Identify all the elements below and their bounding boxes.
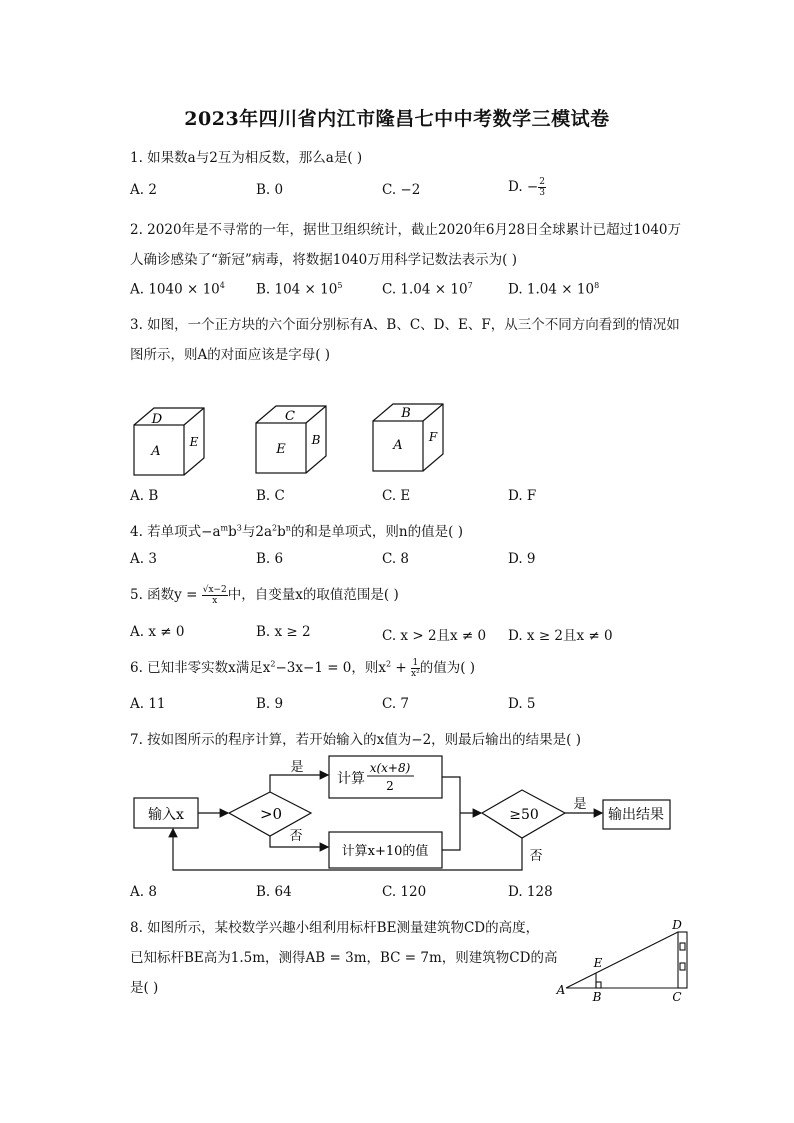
q2-option-d: D. $1.04 \times 10^8$ [508, 281, 600, 298]
q4-option-d: D. 9 [508, 551, 536, 567]
question-7-stem: 7. 按如图所示的程序计算，若开始输入的x值为−2，则最后输出的结果是( ) [130, 732, 582, 748]
q7-option-d: D. 128 [508, 884, 553, 900]
q1-option-b: B. 0 [256, 182, 284, 198]
flow-no-2: 否 [529, 849, 543, 864]
q3-option-d: D. F [508, 488, 537, 504]
flow-output-label: 输出结果 [608, 807, 664, 823]
flow-no-1: 否 [289, 829, 303, 844]
q3-option-c: C. E [382, 488, 411, 504]
q3-option-a: A. B [130, 488, 159, 504]
q4-option-b: B. 6 [256, 551, 284, 567]
q2-option-c: C. $1.04 \times 10^7$ [382, 281, 473, 298]
q2-option-b: B. $104 \times 10^5$ [256, 281, 343, 298]
q1-option-c: C. −2 [382, 182, 421, 198]
flow-calc-2-label: 计算x+10的值 [341, 844, 429, 859]
q5-option-c: C. x > 2且x ≠ 0 [382, 628, 487, 644]
q7-option-b: B. 64 [256, 884, 292, 900]
cube-3-top-label: B [401, 406, 411, 421]
program-flowchart [125, 752, 685, 877]
sight-line [566, 932, 678, 988]
q3-option-b: B. C [256, 488, 285, 504]
page-title: 2023年四川省内江市隆昌七中中考数学三模试卷 [184, 108, 610, 130]
q5-option-a: A. x ≠ 0 [130, 624, 185, 640]
point-e-label: E [593, 956, 603, 970]
building-window-1 [680, 943, 685, 950]
question-2-line2: 人确诊感染了“新冠”病毒，将数据1040万用科学记数法表示为( ) [130, 252, 517, 268]
q7-option-c: C. 120 [382, 884, 427, 900]
flow-calc-1-denominator: 2 [386, 779, 394, 793]
cube-1-side-label: E [189, 435, 199, 449]
right-angle-mark [596, 982, 601, 988]
q5-option-d: D. x ≥ 2且x ≠ 0 [508, 628, 613, 644]
question-4-stem: 4. 若单项式$-a^mb^3$与$2a^2b^n$的和是单项式，则n的值是( ) [130, 523, 463, 540]
q1-option-a: A. 2 [130, 182, 157, 198]
q4-option-c: C. 8 [382, 551, 410, 567]
question-3-line2: 图所示，则A的对面应该是字母( ) [130, 347, 331, 363]
point-d-label: D [672, 918, 682, 932]
q1-option-d: D. − $\frac{2}{3}$ [508, 177, 545, 198]
q6-option-c: C. 7 [382, 696, 410, 712]
q4-option-a: A. 3 [130, 551, 157, 567]
question-3-line1: 3. 如图，一个正方块的六个面分别标有A、B、C、D、E、F，从三个不同方向看到的情况如 [130, 317, 680, 333]
question-2-line1: 2. 2020年是不寻常的一年，据世卫组织统计，截止2020年6月28日全球累计已超过1040万 [130, 222, 682, 238]
cube-2-top-label: C [285, 409, 295, 424]
question-8-line3: 是( ) [130, 980, 159, 996]
q6-option-d: D. 5 [508, 696, 536, 712]
flow-input-label: 输入x [148, 807, 184, 823]
question-8-line2: 已知标杆BE高为1.5m，测得AB = 3m，BC = 7m，则建筑物CD的高 [130, 950, 558, 966]
point-a-label: A [556, 983, 566, 997]
building-figure [550, 912, 695, 1007]
question-8-line1: 8. 如图所示，某校数学兴趣小组利用标杆BE测量建筑物CD的高度， [130, 920, 540, 936]
flow-yes-2: 是 [573, 797, 587, 812]
q6-option-a: A. 11 [130, 696, 166, 712]
q7-option-a: A. 8 [130, 884, 157, 900]
cube-1-top-label: D [151, 412, 163, 427]
cube-3-side-label: F [428, 430, 438, 444]
question-1-stem: 1. 如果数a与2互为相反数，那么a是( ) [130, 150, 363, 166]
cube-3-front-label: A [393, 438, 403, 453]
question-6-stem: 6. 已知非零实数x满足$x^2-3x-1 = 0$，则$x^2$ + $\frac{1}{\text{x²}}$ 的值为( ) [130, 658, 476, 679]
cube-2-front-label: E [276, 442, 286, 457]
flow-condition-1-label: >0 [259, 805, 283, 823]
flow-yes-1: 是 [290, 760, 304, 775]
flow-calc-1-numerator: x(x+8) [369, 761, 411, 775]
cube-figures [120, 398, 460, 488]
flow-calc-1-label: 计算 [337, 771, 365, 787]
cube-2-side-label: B [311, 433, 321, 447]
q2-option-a: A. $1040 \times 10^4$ [130, 281, 225, 298]
q6-option-b: B. 9 [256, 696, 284, 712]
point-b-label: B [592, 990, 602, 1004]
flow-condition-2-label: ≥50 [509, 807, 539, 823]
q5-option-b: B. x ≥ 2 [256, 624, 311, 640]
question-5-stem: 5. 函数y = $\frac{√x-2}{x}$ 中，自变量x的取值范围是( ) [130, 585, 399, 606]
building-window-2 [680, 963, 685, 970]
cube-1-front-label: A [151, 444, 161, 459]
point-c-label: C [672, 990, 682, 1004]
building-cd [678, 932, 687, 988]
